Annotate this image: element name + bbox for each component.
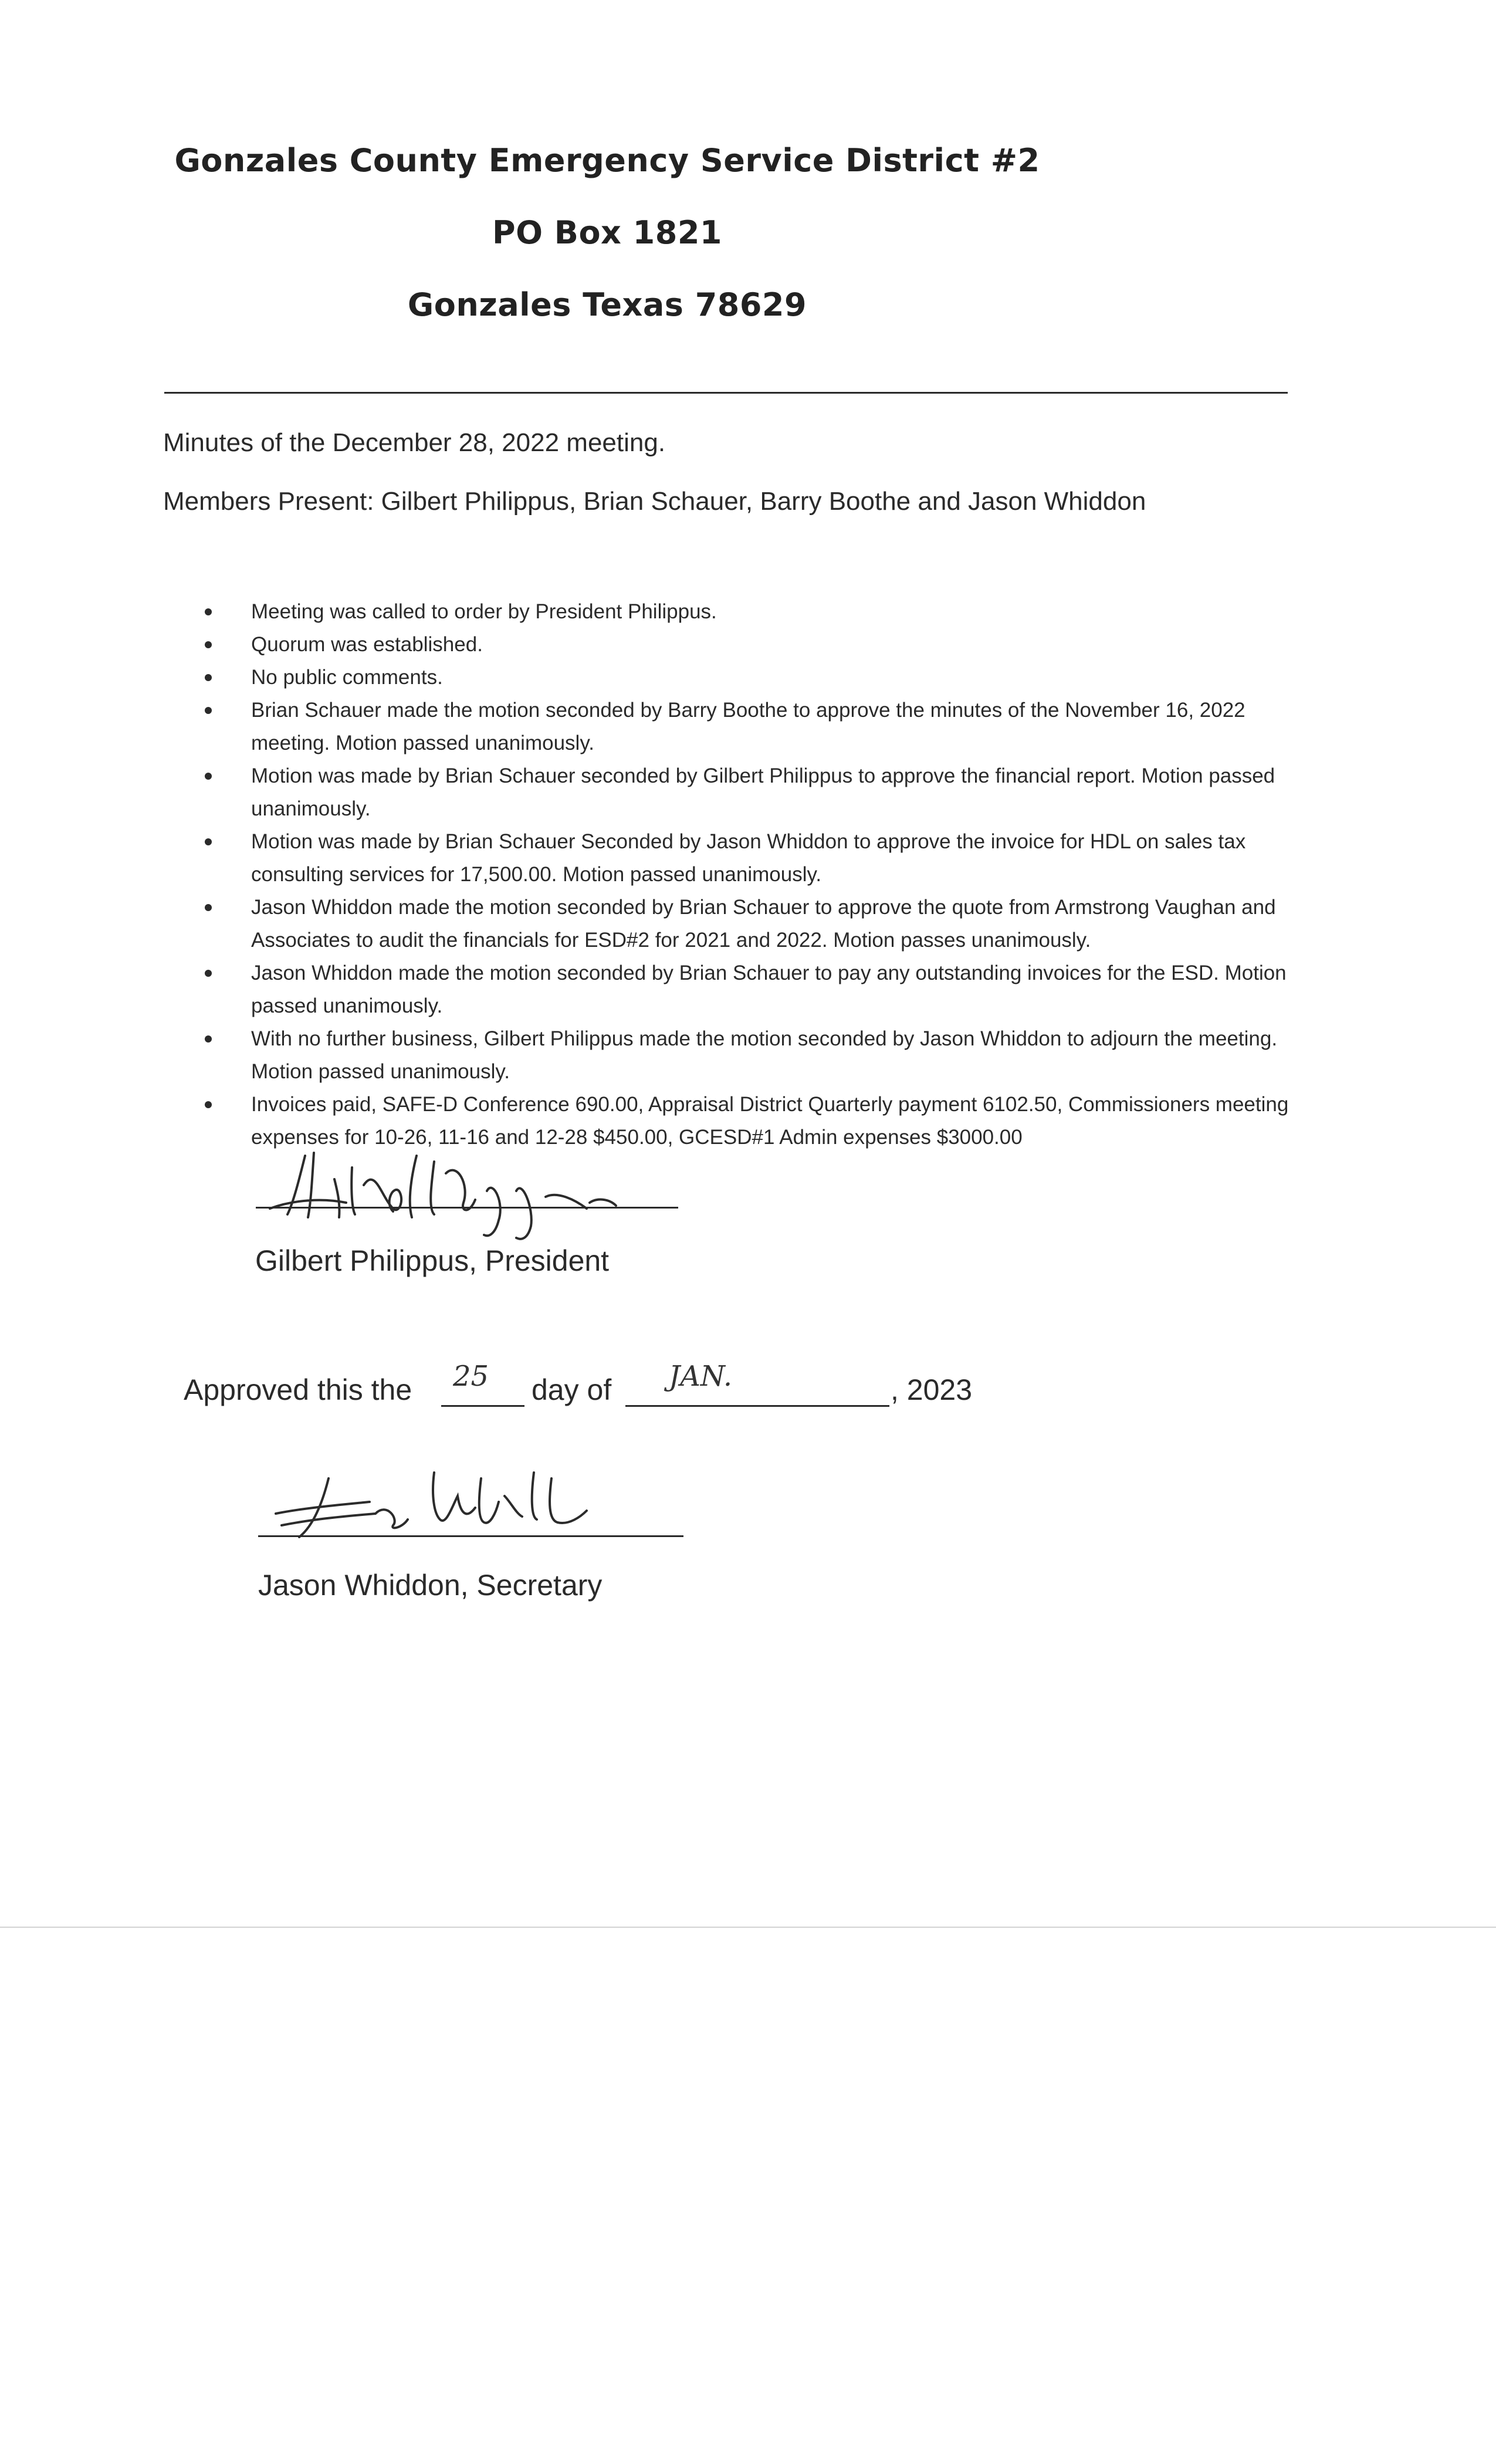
bullet-icon [205, 904, 212, 911]
month-blank-line [625, 1405, 889, 1407]
header-divider [164, 392, 1288, 394]
bullet-icon [205, 1035, 212, 1043]
minutes-title: Minutes of the December 28, 2022 meeting. [163, 428, 666, 457]
secretary-signature-line [258, 1535, 683, 1537]
list-item: No public comments. [205, 661, 1291, 694]
approval-day: 25 [453, 1360, 489, 1393]
bullet-icon [205, 707, 212, 714]
members-present: Members Present: Gilbert Philippus, Brian Schauer, Barry Boothe and Jason Whiddon [163, 487, 1146, 516]
list-item: With no further business, Gilbert Philippus made the motion seconded by Jason Whiddon to adjourn the meeting. Motion passed unanimously. [205, 1023, 1291, 1088]
approval-year: , 2023 [891, 1373, 973, 1406]
list-item: Brian Schauer made the motion seconded by Barry Boothe to approve the minutes of the November 16, 2022 meeting. Motion passed unanimously. [205, 694, 1291, 760]
bullet-icon [205, 608, 212, 615]
list-item: Motion was made by Brian Schauer Seconded by Jason Whiddon to approve the invoice for HDL on sales tax consulting services for 17,500.00. Motion passed unanimously. [205, 825, 1291, 891]
approval-middle: day of [532, 1373, 612, 1406]
list-item: Jason Whiddon made the motion seconded by Brian Schauer to pay any outstanding invoices for the ESD. Motion passed unanimously. [205, 957, 1291, 1023]
day-blank-line [441, 1405, 524, 1407]
po-box: PO Box 1821 [492, 214, 722, 251]
list-item: Jason Whiddon made the motion seconded by Brian Schauer to approve the quote from Armstrong Vaughan and Associates to audit the financials for ESD#2 for 2021 and 2022. Motion passes unanimously. [205, 891, 1291, 957]
secretary-caption: Jason Whiddon, Secretary [258, 1569, 603, 1602]
president-caption: Gilbert Philippus, President [255, 1244, 610, 1277]
bullet-icon [205, 970, 212, 977]
list-item: Invoices paid, SAFE-D Conference 690.00, Appraisal District Quarterly payment 6102.50, Commissioners meeting expenses for 10-26, 11-16 and 12-28 $450.00, GCESD#1 Admin expenses $3000.00 [205, 1088, 1291, 1154]
president-signature [258, 1144, 681, 1244]
approval-month: JAN. [669, 1360, 733, 1393]
minutes-items [205, 595, 1291, 1154]
bullet-icon [205, 1101, 212, 1108]
list-item: Motion was made by Brian Schauer seconded by Gilbert Philippus to approve the financial report. Motion passed unanimously. [205, 760, 1291, 825]
bullet-icon [205, 838, 212, 845]
list-item: Meeting was called to order by President Philippus. [205, 595, 1291, 628]
bullet-icon [205, 674, 212, 681]
list-item: Quorum was established. [205, 628, 1291, 661]
president-signature-line [256, 1207, 678, 1209]
city-state-zip: Gonzales Texas 78629 [407, 286, 807, 323]
bullet-icon [205, 641, 212, 648]
page-fold-line [0, 1927, 1496, 1928]
bullet-icon [205, 773, 212, 780]
district-name: Gonzales County Emergency Service District #2 [174, 142, 1040, 179]
approval-prefix: Approved this the [184, 1373, 412, 1406]
